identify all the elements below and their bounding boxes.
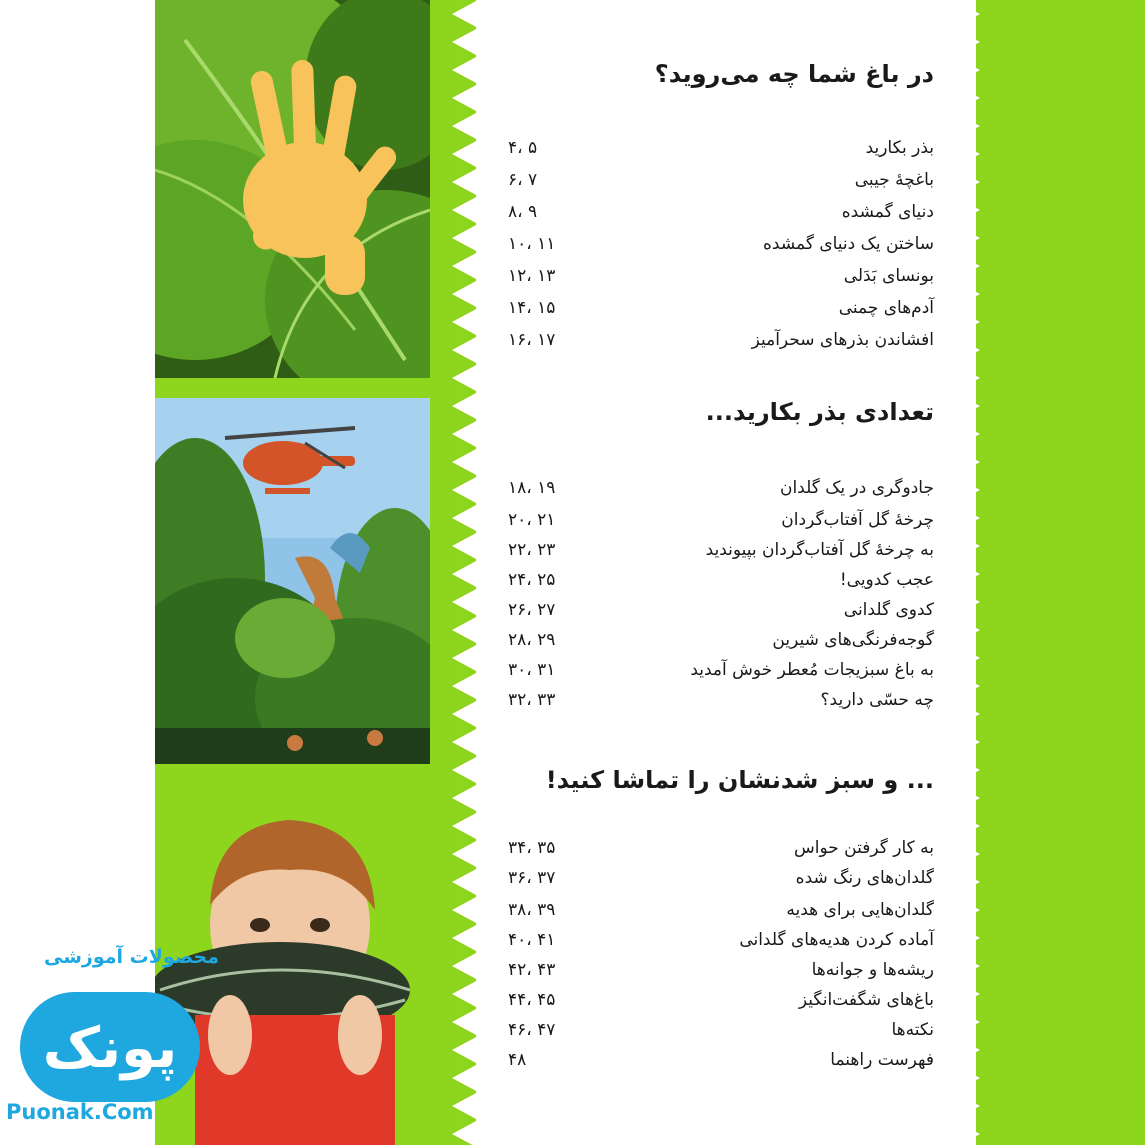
entry-label: نکته‌ها (891, 1020, 934, 1040)
toc-entry (494, 202, 934, 232)
entry-pages: ۱۴، ۱۵ (508, 298, 556, 318)
entry-label: باغچهٔ جیبی (854, 170, 934, 190)
entry-label: بونسای بَدَلی (843, 266, 934, 286)
toc-entry (494, 690, 934, 720)
entry-pages: ۴، ۵ (508, 138, 538, 158)
entry-pages: ۱۸، ۱۹ (508, 478, 556, 498)
toc-entry (494, 1050, 934, 1080)
watermark-brand: پونک (42, 1016, 178, 1081)
zigzag-edge-left (448, 0, 478, 1145)
toc-entry (494, 478, 934, 508)
entry-pages: ۸، ۹ (508, 202, 538, 222)
entry-pages: ۲۰، ۲۱ (508, 510, 556, 530)
entry-label: گلدان‌هایی برای هدیه (786, 900, 934, 920)
entry-label: چه حسّی دارید؟ (820, 690, 934, 710)
photo-helicopter-dinosaur (155, 398, 430, 764)
entry-label: ساختن یک دنیای گمشده (763, 234, 934, 254)
entry-pages: ۳۲، ۳۳ (508, 690, 556, 710)
photo-hand-on-leaves (155, 0, 430, 378)
toc-entry (494, 138, 934, 168)
toc-entry (494, 570, 934, 600)
section-title-3: ... و سبز شدنشان را تماشا کنید! (545, 766, 934, 794)
toc-entry (494, 330, 934, 360)
zigzag-edge-right (954, 0, 984, 1145)
entry-pages: ۲۲، ۲۳ (508, 540, 556, 560)
entry-pages: ۳۰، ۳۱ (508, 660, 556, 680)
entry-pages: ۶، ۷ (508, 170, 538, 190)
entry-pages: ۴۰، ۴۱ (508, 930, 556, 950)
toc-entry (494, 540, 934, 570)
entry-pages: ۲۸، ۲۹ (508, 630, 556, 650)
entry-label: ریشه‌ها و جوانه‌ها (811, 960, 934, 980)
entry-pages: ۱۶، ۱۷ (508, 330, 556, 350)
toc-entry (494, 930, 934, 960)
entry-label: بذر بکارید (865, 138, 934, 158)
puonak-watermark (0, 930, 220, 1145)
entry-pages: ۲۴، ۲۵ (508, 570, 556, 590)
entry-label: دنیای گمشده (841, 202, 934, 222)
entry-label: باغ‌های شگفت‌انگیز (798, 990, 934, 1010)
toc-entry (494, 234, 934, 264)
entry-label: گوجه‌فرنگی‌های شیرین (772, 630, 934, 650)
toc-entry (494, 838, 934, 868)
entry-label: به باغ سبزیجات مُعطر خوش آمدید (690, 660, 934, 680)
toc-entry (494, 630, 934, 660)
watermark-tagline: محصولات آموزشی (44, 946, 219, 968)
entry-pages: ۱۰، ۱۱ (508, 234, 556, 254)
entry-pages: ۲۶، ۲۷ (508, 600, 556, 620)
entry-label: کدوی گلدانی (843, 600, 934, 620)
entry-pages: ۳۴، ۳۵ (508, 838, 556, 858)
toc-entry (494, 868, 934, 898)
section-title-2: تعدادی بذر بکارید... (705, 398, 934, 426)
toc-entry (494, 990, 934, 1020)
entry-pages: ۳۸، ۳۹ (508, 900, 556, 920)
toc-entry (494, 660, 934, 690)
toc-entry (494, 960, 934, 990)
entry-label: آماده کردن هدیه‌های گلدانی (739, 930, 934, 950)
entry-label: به چرخهٔ گل آفتاب‌گردان بپیوندید (705, 540, 934, 560)
entry-label: آدم‌های چمنی (838, 298, 934, 318)
entry-label: افشاندن بذرهای سحرآمیز (751, 330, 934, 350)
watermark-domain: Puonak.Com (6, 1100, 154, 1124)
toc-entry (494, 1020, 934, 1050)
entry-pages: ۴۶، ۴۷ (508, 1020, 556, 1040)
toc-entry (494, 266, 934, 296)
entry-pages: ۴۴، ۴۵ (508, 990, 556, 1010)
entry-pages: ۳۶، ۳۷ (508, 868, 556, 888)
section-title-1: در باغ شما چه می‌روید؟ (654, 60, 934, 88)
toc-entry (494, 170, 934, 200)
entry-label: به کار گرفتن حواس (794, 838, 934, 858)
entry-label: عجب کدویی! (839, 570, 934, 590)
toc-entry (494, 510, 934, 540)
entry-pages: ۱۲، ۱۳ (508, 266, 556, 286)
entry-pages: ۴۸ (508, 1050, 527, 1070)
entry-pages: ۴۲، ۴۳ (508, 960, 556, 980)
entry-label: گلدان‌های رنگ شده (795, 868, 934, 888)
toc-entry (494, 600, 934, 630)
toc-entry (494, 900, 934, 930)
entry-label: جادوگری در یک گلدان (779, 478, 934, 498)
entry-label: چرخهٔ گل آفتاب‌گردان (781, 510, 934, 530)
entry-label: فهرست راهنما (830, 1050, 934, 1070)
toc-entry (494, 298, 934, 328)
